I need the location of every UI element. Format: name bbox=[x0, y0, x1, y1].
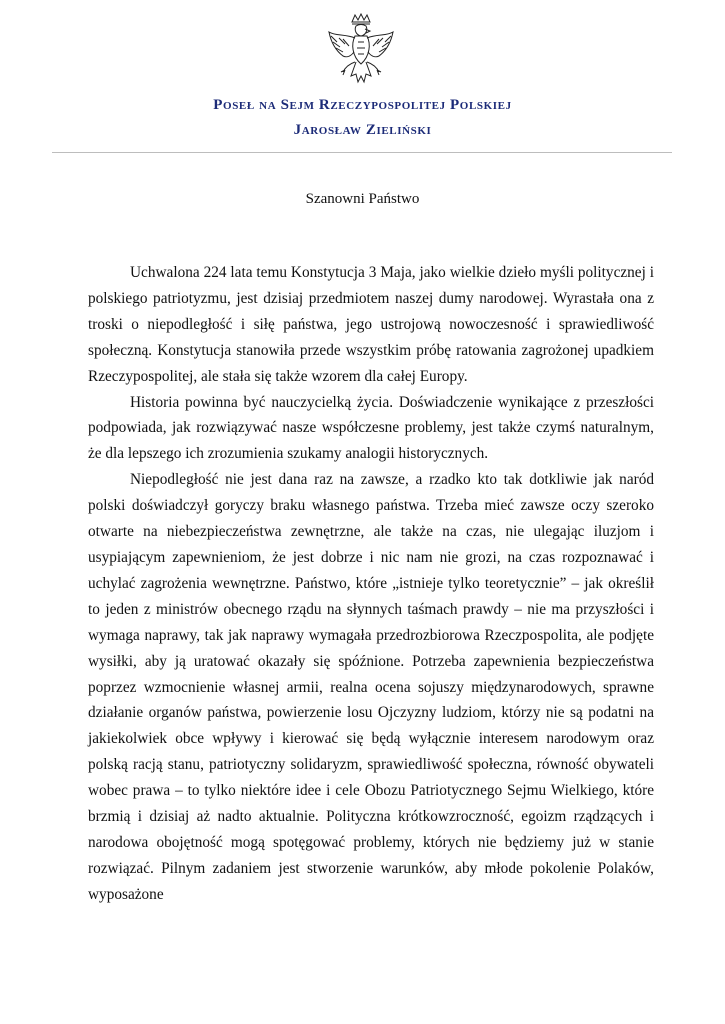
paragraph-3: Niepodległość nie jest dana raz na zawsze, a rzadko kto tak dotkliwie jak naród polski doświadczył goryczy braku własnego państwa. Trzeba mieć zawsze oczy szeroko otwarte na niebezpieczeństwa zewnętrzne, ale także na czas, nie ulegając iluzjom i usypiającym zapewnieniom, że jest dobrze i nic nam nie grozi, na czas rozpoznawać i uchylać zagrożenia wewnętrzne. Państwo, które „istnieje tylko teoretycznie” – jak określił to jeden z ministrów obecnego rządu na słynnych taśmach prawdy – nie ma przyszłości i wymaga naprawy, tak jak naprawy wymagała przedrozbiorowa Rzeczpospolita, ale podjęte wysiłki, aby ją uratować okazały się spóźnione. Potrzeba zapewnienia bezpieczeństwa poprzez wzmocnienie własnej armii, realna ocena sojuszy międzynarodowych, sprawne działanie organów państwa, powierzenie losu Ojczyzny ludziom, którzy nie są podatni na jakiekolwiek obce wpływy i kierować się będą wyłącznie interesem narodowym oraz polską racją stanu, patriotyczny solidaryzm, sprawiedliwość społeczna, równość obywateli wobec prawa – to tylko niektóre idee i cele Obozu Patriotycznego Sejmu Wielkiego, które brzmią i dzisiaj aż nadto aktualnie. Polityczna krótkowzroczność, egoizm rządzących i narodowa obojętność mogą spotęgować problemy, których nie będziemy już w stanie rozwiązać. Pilnym zadaniem jest stworzenie warunków, aby młode pokolenie Polaków, wyposażone bbox=[88, 471, 654, 903]
paragraph-1: Uchwalona 224 lata temu Konstytucja 3 Maja, jako wielkie dzieło myśli politycznej i polskiego patriotyzmu, jest dzisiaj przedmiotem naszej dumy narodowej. Wyrastała ona z troski o niepodległość i siłę państwa, jego ustrojową nowoczesność i sprawiedliwość społeczną. Konstytucja stanowiła przede wszystkim próbę ratowania zagrożonej upadkiem Rzeczypospolitej, ale stała się także wzorem dla całej Europy. bbox=[88, 264, 654, 385]
member-name: Jarosław Zieliński bbox=[293, 122, 432, 138]
paragraph-2: Historia powinna być nauczycielką życia. Doświadczenie wynikające z przeszłości podpowiada, jak rozwiązywać nasze współczesne problemy, jest także czymś naturalnym, że dla lepszego ich zrozumienia szukamy analogii historycznych. bbox=[88, 393, 654, 463]
letter-body bbox=[88, 260, 654, 908]
salutation: Szanowni Państwo bbox=[305, 191, 420, 207]
office-title: Poseł na Sejm Rzeczypospolitej Polskiej bbox=[213, 97, 512, 113]
polish-eagle-icon bbox=[325, 12, 397, 90]
header-divider bbox=[52, 152, 672, 153]
office-header bbox=[0, 93, 725, 143]
